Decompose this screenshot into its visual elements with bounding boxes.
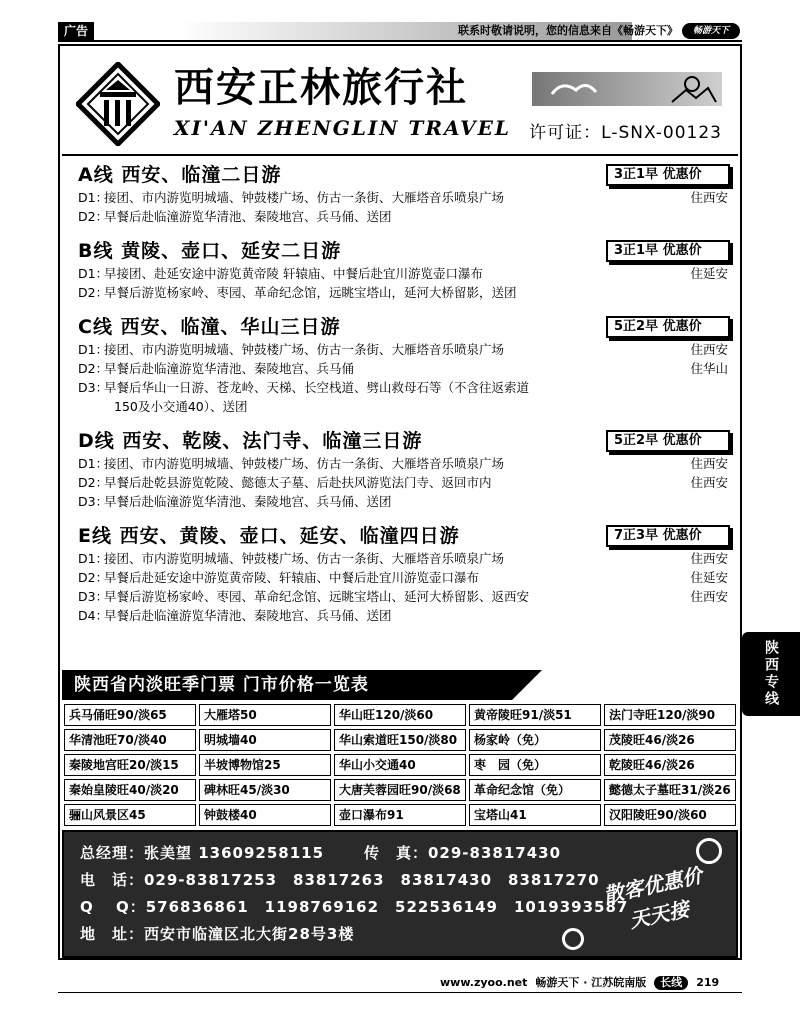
swirl-decoration-icon [562,928,584,950]
day-text: 早餐后赴延安途中游览黄帝陵、轩辕庙、中餐后赴宜川游览壶口瀑布 [104,570,480,585]
itinerary-day [78,207,728,226]
ticket-section-header [62,670,738,700]
route-title: D线 西安、乾陵、法门寺、临潼三日游 [78,430,423,452]
footer-site: www.zyoo.net [440,976,528,989]
day-key: D3： [78,494,109,509]
route-title: C线 西安、临潼、华山三日游 [78,316,341,338]
day-hotel: 住延安 [690,570,728,585]
day-hotel [658,492,728,511]
ticket-cell: 懿德太子墓旺31/淡26 [604,779,736,801]
itinerary-day [78,606,728,625]
route-title: E线 西安、黄陵、壶口、延安、临潼四日游 [78,525,460,547]
itinerary-day [78,587,728,606]
footer-magazine: 畅游天下 · 江苏皖南版 [535,976,647,989]
route-list [78,162,728,637]
ticket-cell: 黄帝陵旺91/淡51 [469,704,601,726]
source-note: 联系时敬请说明，您的信息来自《畅游天下》 [458,24,678,37]
day-text: 接团、市内游览明城墙、钟鼓楼广场、仿古一条街、大雁塔音乐喷泉广场 [104,342,505,357]
day-hotel: 住西安 [690,475,728,490]
agency-english-name: XI'AN ZHENGLIN TRAVEL [174,116,511,140]
phone-line: 电 话：029-83817253 83817263 83817430 83817270 [80,871,600,889]
price-tag: 5正2早 优惠价 [606,430,730,452]
route-title: B线 黄陵、壶口、延安二日游 [78,240,342,262]
ad-frame [58,44,742,960]
day-text: 早接团、赴延安途中游览黄帝陵 轩辕庙、中餐后赴宜川游览壶口瀑布 [104,266,483,281]
route-d [78,428,728,511]
day-hotel: 住西安 [690,456,728,471]
slogan-line-2: 天天接 [627,896,691,933]
address-line: 地 址：西安市临潼区北大街28号3楼 [80,925,355,943]
ticket-cell: 宝塔山41 [469,804,601,826]
route-c [78,314,728,416]
footer-badge: 长线 [654,976,688,990]
itinerary-day [78,264,728,283]
day-hotel [658,207,728,226]
itinerary-day [78,283,728,302]
day-hotel: 住延安 [690,266,728,281]
itinerary-day [78,359,728,378]
day-hotel: 住西安 [690,589,728,604]
ticket-table-title: 陕西省内淡旺季门票 门市价格一览表 [62,670,512,700]
page-footer [440,976,719,990]
swirl-decoration-icon [696,838,722,864]
day-hotel: 住西安 [690,190,728,205]
itinerary-continuation: 150及小交通40）、送团 [114,399,248,414]
ticket-cell: 钟鼓楼40 [199,804,331,826]
day-hotel: 住西安 [690,342,728,357]
fax-line: 传 真：029-83817430 [364,844,562,862]
header-decoration [532,72,722,106]
ticket-cell: 兵马俑旺90/淡65 [64,704,196,726]
day-key: D1： [78,266,109,281]
page-number: 219 [696,976,720,989]
ticket-cell: 秦始皇陵旺40/淡20 [64,779,196,801]
day-hotel [658,378,728,397]
ticket-cell: 革命纪念馆（免） [469,779,601,801]
itinerary-day [78,378,728,397]
manager-line: 总经理：张美望 13609258115 [80,844,325,862]
day-key: D1： [78,551,109,566]
ticket-cell: 明城墙40 [199,729,331,751]
ticket-cell: 华山旺120/淡60 [334,704,466,726]
day-hotel: 住华山 [690,361,728,376]
itinerary-day [78,454,728,473]
ticket-cell: 骊山风景区45 [64,804,196,826]
itinerary-day [78,568,728,587]
ticket-price-table [64,704,736,826]
day-text: 早餐后赴临潼游览华清池、秦陵地宫、兵马俑、送团 [104,209,392,224]
day-text: 接团、市内游览明城墙、钟鼓楼广场、仿古一条街、大雁塔音乐喷泉广场 [104,456,505,471]
ticket-cell: 华清池旺70/淡40 [64,729,196,751]
ticket-cell: 华山索道旺150/淡80 [334,729,466,751]
day-hotel [658,606,728,625]
price-tag: 3正1早 优惠价 [606,240,730,262]
slogan [601,860,711,939]
ticket-cell: 茂陵旺46/淡26 [604,729,736,751]
ticket-cell: 壶口瀑布91 [334,804,466,826]
agency-emblem-icon [76,62,160,146]
itinerary-day [78,492,728,511]
day-key: D1： [78,456,109,471]
day-text: 早餐后赴临潼游览华清池、秦陵地宫、兵马俑、送团 [104,608,392,623]
ticket-cell: 半坡博物馆25 [199,754,331,776]
day-key: D2： [78,361,109,376]
cloud-sun-icon [532,72,722,106]
itinerary-day [78,188,728,207]
route-e [78,523,728,625]
ticket-cell: 秦陵地宫旺20/淡15 [64,754,196,776]
ticket-cell: 杨家岭（免） [469,729,601,751]
day-key: D2： [78,475,109,490]
day-text: 早餐后游览杨家岭、枣园、革命纪念馆，远眺宝塔山，延河大桥留影，送团 [104,285,517,300]
day-text: 早餐后赴临潼游览华清池、秦陵地宫、兵马俑、送团 [104,494,392,509]
agency-chinese-name: 西安正林旅行社 [174,64,468,111]
ticket-cell: 汉阳陵旺90/淡60 [604,804,736,826]
ticket-cell: 枣 园（免） [469,754,601,776]
day-key: D1： [78,342,109,357]
day-text: 早餐后赴临潼游览华清池、秦陵地宫、兵马俑 [104,361,355,376]
itinerary-day [78,549,728,568]
itinerary-day [78,473,728,492]
ad-tag: 广告 [58,22,94,40]
agency-header [62,48,738,156]
day-hotel [658,283,728,302]
section-side-tab: 陕西专线 [742,632,800,716]
contact-panel [62,830,738,958]
ticket-cell: 大雁塔50 [199,704,331,726]
route-b [78,238,728,302]
day-text: 接团、市内游览明城墙、钟鼓楼广场、仿古一条街、大雁塔音乐喷泉广场 [104,190,505,205]
magazine-logo: 畅游天下 [682,23,740,39]
ticket-cell: 法门寺旺120/淡90 [604,704,736,726]
ticket-header-decoration [512,670,542,700]
route-a [78,162,728,226]
ticket-cell: 碑林旺45/淡30 [199,779,331,801]
ticket-cell: 华山小交通40 [334,754,466,776]
day-text: 早餐后游览杨家岭、枣园、革命纪念馆、远眺宝塔山、延河大桥留影、返西安 [104,589,530,604]
itinerary-day [78,340,728,359]
price-tag: 3正1早 优惠价 [606,164,730,186]
day-key: D3： [78,589,109,604]
day-key: D2： [78,209,109,224]
slogan-line-1: 散客优惠价 [601,863,705,908]
qq-line: Q Q：576836861 1198769162 522536149 1019393587 [80,898,629,916]
day-text: 早餐后赴乾县游览乾陵、懿德太子墓、后赴扶风游览法门寺、返回市内 [104,475,492,490]
ticket-cell: 乾陵旺46/淡26 [604,754,736,776]
day-hotel: 住西安 [690,551,728,566]
license-number: 许可证：L-SNX-00123 [529,123,722,143]
day-key: D2： [78,570,109,585]
top-bar [58,22,742,42]
day-key: D3： [78,380,109,395]
price-tag: 7正3早 优惠价 [606,525,730,547]
day-key: D4： [78,608,109,623]
day-text: 早餐后华山一日游、苍龙岭、天梯、长空栈道、劈山救母石等（不含往返索道 [104,380,530,395]
route-title: A线 西安、临潼二日游 [78,164,282,186]
day-text: 接团、市内游览明城墙、钟鼓楼广场、仿古一条街、大雁塔音乐喷泉广场 [104,551,505,566]
price-tag: 5正2早 优惠价 [606,316,730,338]
day-key: D2： [78,285,109,300]
ticket-cell: 大唐芙蓉园旺90/淡68 [334,779,466,801]
footer-rule [58,992,742,993]
day-key: D1： [78,190,109,205]
